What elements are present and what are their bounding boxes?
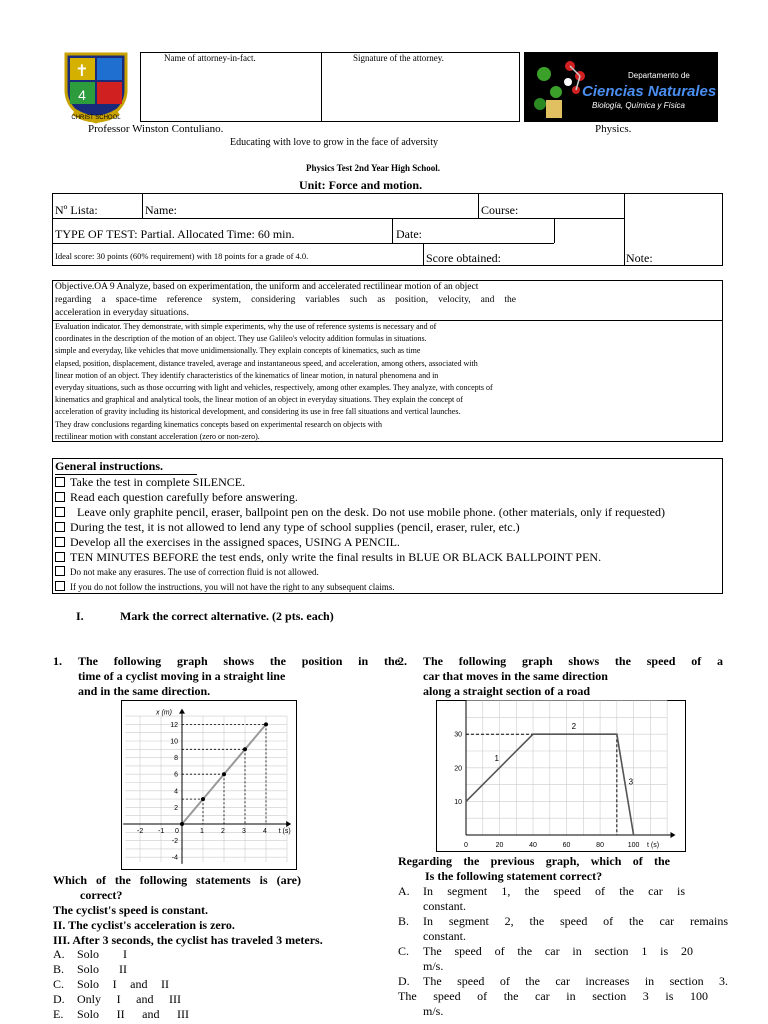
unit-title: Unit: Force and motion. xyxy=(299,178,423,192)
q1-statement: III. After 3 seconds, the cyclist has traveled 3 meters. xyxy=(53,933,323,947)
q2-prompt xyxy=(398,854,670,884)
indicator-line: They draw conclusions regarding kinematics concepts based on experimental research on objects with xyxy=(55,419,382,429)
option-text: In segment 2, the speed of the car remains xyxy=(423,914,728,928)
q1-y-axis-label: x (m) xyxy=(156,709,172,717)
q1-text-line: and in the same direction. xyxy=(78,684,211,698)
dept-logo-line3: Biología, Química y Física xyxy=(592,101,685,110)
q2-options xyxy=(398,884,728,1019)
info-hline-2 xyxy=(52,243,554,244)
date-label: Date: xyxy=(396,227,422,241)
q2-chart-svg xyxy=(436,700,686,852)
option-text: constant. xyxy=(423,899,466,913)
evaluation-indicator xyxy=(55,321,493,443)
instruction-text: Take the test in complete SILENCE. xyxy=(70,475,246,489)
q2-prompt-line: Regarding the previous graph, which of the xyxy=(398,854,670,868)
option-letter: D. xyxy=(398,974,410,988)
option-text: The speed of the car increases in section 3. xyxy=(423,974,728,988)
subject-name: Physics. xyxy=(595,123,632,135)
q2-text-line: along a straight section of a road xyxy=(423,684,591,698)
q2-x-axis-label: t (s) xyxy=(647,842,660,849)
q1-x-tick-label: 2 xyxy=(221,828,225,835)
checkbox-icon xyxy=(55,537,65,547)
indicator-line: kinematics and graphical and analytical tools, the linear motion of an object in everyday situations. They explain the concept of xyxy=(55,395,463,405)
info-vline-1 xyxy=(142,193,143,218)
q1-data-point xyxy=(201,797,205,801)
instruction-item xyxy=(55,565,665,580)
q1-y-tick-label: 10 xyxy=(170,738,178,746)
motto: Educating with love to grow in the face of adversity xyxy=(230,137,438,148)
option-text: m/s. xyxy=(423,1004,444,1018)
option-text: Only I and III xyxy=(77,992,182,1006)
instruction-text: Do not make any erasures. The use of correction fluid is not allowed. xyxy=(70,567,319,577)
ideal-score: Ideal score: 30 points (60% requirement) with 18 points for a grade of 4.0. xyxy=(55,251,309,261)
q2-segment-label: 2 xyxy=(571,722,577,732)
q2-segment-label: 3 xyxy=(628,777,634,787)
info-vline-4 xyxy=(392,218,393,243)
q1-y-tick-label: 2 xyxy=(174,804,178,812)
objective-line: acceleration in everyday situations. xyxy=(55,308,190,319)
section-title: Mark the correct alternative. (2 pts. each) xyxy=(120,609,334,623)
checkbox-icon xyxy=(55,477,65,487)
q2-y-tick-label: 10 xyxy=(454,798,462,806)
test-title: Physics Test 2nd Year High School. xyxy=(306,163,441,173)
instruction-text: TEN MINUTES BEFORE the test ends, only write the final results in BLUE OR BLACK BALLPOINT PEN. xyxy=(70,550,602,564)
name-label: Name: xyxy=(145,203,177,217)
instruction-text: Develop all the exercises in the assigned spaces, USING A PENCIL. xyxy=(70,535,400,549)
q2-text-line: The following graph shows the speed of a xyxy=(423,654,723,668)
q1-data-point xyxy=(180,822,184,826)
indicator-line: coordinates in the description of the motion of an object. They use Galileo's velocity addition formulas in situations. xyxy=(55,334,427,344)
checkbox-icon xyxy=(55,522,65,532)
note-label: Note: xyxy=(626,251,653,265)
q2-number: 2. xyxy=(398,654,407,668)
indicator-line: elapsed, position, displacement, distance traveled, average and instantaneous speed, and acceleration, among others, associated with xyxy=(55,358,478,368)
option-letter: E. xyxy=(53,1007,64,1021)
q1-y-tick-label: -4 xyxy=(171,854,178,862)
option-letter: A. xyxy=(398,884,410,898)
info-hline-1 xyxy=(52,218,624,219)
instruction-text: If you do not follow the instructions, you will not have the right to any subsequent claims. xyxy=(70,582,395,592)
instruction-text: Read each question carefully before answering. xyxy=(70,490,298,504)
checkbox-icon xyxy=(55,552,65,562)
option-text: Solo II and III xyxy=(77,1007,190,1021)
score-obtained-label: Score obtained: xyxy=(426,251,501,265)
q1-option-a[interactable] xyxy=(53,947,189,962)
q1-statement: The cyclist's speed is constant. xyxy=(53,903,209,917)
q1-prompt-line: Which of the following statements is (are) xyxy=(53,873,301,887)
q2-segment-label: 1 xyxy=(494,754,499,764)
indicator-line: everyday situations, such as those occurring with light and vehicles, respectively, among other examples. They analyze, with concepts of xyxy=(55,383,493,393)
option-text: Solo I and II xyxy=(77,977,170,991)
dept-logo-line2: Ciencias Naturales xyxy=(582,83,717,100)
dept-logo-line1: Departamento de xyxy=(628,71,690,80)
option-letter: C. xyxy=(53,977,65,991)
professor-name: Professor Winston Contuliano. xyxy=(88,123,224,135)
q2-option-c[interactable] xyxy=(398,944,728,974)
q1-y-tick-label: 4 xyxy=(174,788,178,796)
school-logo-text: CHRIST SCHOOL xyxy=(71,115,121,121)
q2-chart-frame xyxy=(437,701,686,852)
option-text: m/s. xyxy=(423,959,444,973)
instruction-item xyxy=(55,505,665,520)
objective-line: Objective.OA 9 Analyze, based on experimentation, the uniform and accelerated rectilinear motion of an object xyxy=(55,282,479,292)
instructions-title: General instructions. xyxy=(55,459,197,475)
q1-statement: II. The cyclist's acceleration is zero. xyxy=(53,918,235,932)
q2-option-a[interactable] xyxy=(398,884,728,914)
info-vline-5 xyxy=(554,218,555,243)
info-vline-2 xyxy=(478,193,479,218)
q1-option-d[interactable] xyxy=(53,992,189,1007)
q2-y-tick-label: 20 xyxy=(454,765,462,773)
info-vline-6 xyxy=(423,243,424,266)
q1-data-point xyxy=(222,772,226,776)
school-logo xyxy=(58,50,134,124)
attorney-name-label: Name of attorney-in-fact. xyxy=(164,53,256,63)
instruction-text: During the test, it is not allowed to lend any type of school supplies (pencil, eraser, ruler, etc.) xyxy=(70,520,520,534)
q2-x-tick-label: 20 xyxy=(495,842,504,849)
q1-text xyxy=(78,654,400,699)
q1-text-line: The following graph shows the position in the xyxy=(78,654,400,668)
q2-y-tick-label: 30 xyxy=(454,731,462,739)
attorney-divider xyxy=(321,52,322,122)
checkbox-icon xyxy=(55,507,65,517)
q1-text-line: time of a cyclist moving in a straight line xyxy=(78,669,286,683)
q1-option-e[interactable] xyxy=(53,1007,189,1022)
q1-chart-frame xyxy=(122,701,297,870)
option-text: Solo II xyxy=(77,962,127,976)
q2-prompt-line: Is the following statement correct? xyxy=(425,869,603,883)
q1-options xyxy=(53,947,189,1022)
objective-line: regarding a space-time reference system, considering variables such as position, velocity, and the xyxy=(55,295,516,306)
q2-x-tick-label: 0 xyxy=(464,842,468,849)
q1-position-chart xyxy=(121,700,297,870)
q2-text xyxy=(423,654,723,699)
q1-x-tick-label: 3 xyxy=(242,828,246,835)
q1-x-tick-label: 4 xyxy=(263,828,267,835)
q1-x-tick-label: -2 xyxy=(137,828,144,835)
q2-option-b[interactable] xyxy=(398,914,728,944)
q1-option-b[interactable] xyxy=(53,962,189,977)
indicator-line: Evaluation indicator. They demonstrate, with simple experiments, why the use of reference systems is necessary and of xyxy=(55,322,437,331)
option-text: In segment 1, the speed of the car is xyxy=(423,884,685,898)
q1-data-point xyxy=(264,722,268,726)
info-vline-3 xyxy=(624,193,625,266)
q1-y-tick-label: 12 xyxy=(170,721,178,729)
instruction-item xyxy=(55,550,665,565)
option-letter: C. xyxy=(398,944,410,958)
objective-text xyxy=(55,281,516,321)
checkbox-icon xyxy=(55,566,65,576)
q1-option-c[interactable] xyxy=(53,977,189,992)
q1-prompt-line: correct? xyxy=(80,888,123,902)
svg-text:4: 4 xyxy=(78,87,86,103)
q2-text-line: car that moves in the same direction xyxy=(423,669,608,683)
q1-chart-svg xyxy=(121,700,297,870)
option-letter: B. xyxy=(53,962,65,976)
q2-x-tick-label: 60 xyxy=(562,842,571,849)
q2-y-axis-label xyxy=(440,700,461,702)
q1-y-tick-label: 8 xyxy=(174,755,178,763)
q1-y-tick-label: -2 xyxy=(171,838,178,846)
section-number: I. xyxy=(76,609,84,623)
q1-x-tick-label: -1 xyxy=(158,828,165,835)
q2-x-tick-label: 40 xyxy=(529,842,537,849)
department-logo xyxy=(524,52,718,122)
option-letter: B. xyxy=(398,914,410,928)
option-letter: D. xyxy=(53,992,65,1006)
option-text: constant. xyxy=(423,929,466,943)
instruction-item xyxy=(55,535,665,550)
instruction-item xyxy=(55,520,665,535)
instructions-list xyxy=(55,475,665,595)
q2-x-tick-label: 80 xyxy=(596,842,604,849)
option-text: The speed of the car in section 3 is 100 xyxy=(398,989,708,1003)
checkbox-icon xyxy=(55,581,65,591)
q1-x-tick-label: 1 xyxy=(200,828,204,835)
q2-x-tick-label: 100 xyxy=(627,842,640,849)
instruction-item xyxy=(55,580,665,595)
indicator-line: acceleration of gravity including its historical development, and considering its use in free fall situations and vertical launches. xyxy=(55,407,461,417)
svg-text:✝: ✝ xyxy=(75,63,89,80)
q1-prompt xyxy=(53,873,323,948)
option-letter: A. xyxy=(53,947,65,961)
option-text: The speed of the car in section 1 is 20 xyxy=(423,944,693,958)
q1-x-tick-label: 0 xyxy=(175,828,179,835)
attorney-signature-label: Signature of the attorney. xyxy=(353,53,444,63)
indicator-line: simple and everyday, like vehicles that move unidimensionally. They explain concepts of kinematics, such as time xyxy=(55,346,421,356)
indicator-line: linear motion of an object. They identify characteristics of the kinematics of linear motion, in natural phenomena and in xyxy=(55,370,439,380)
q2-option-e[interactable] xyxy=(398,989,728,1019)
indicator-line: rectilinear motion with constant acceleration (zero or non-zero). xyxy=(55,431,260,441)
course-label: Course: xyxy=(481,203,519,217)
checkbox-icon xyxy=(55,492,65,502)
instruction-item xyxy=(55,475,665,490)
instruction-text: Leave only graphite pencil, eraser, ballpoint pen on the desk. Do not use mobile phone. (other materials, only if requested) xyxy=(77,505,666,519)
q1-x-axis-label: t (s) xyxy=(278,828,291,835)
list-number-label: Nº Lista: xyxy=(55,203,98,217)
q1-number: 1. xyxy=(53,654,62,668)
q2-option-d[interactable] xyxy=(398,974,728,989)
q2-speed-chart xyxy=(436,700,686,852)
option-text: Solo I xyxy=(77,947,127,961)
instruction-item xyxy=(55,490,665,505)
q1-y-tick-label: 6 xyxy=(174,771,178,779)
q1-data-point xyxy=(243,747,247,751)
test-type-label: TYPE OF TEST: Partial. Allocated Time: 60 min. xyxy=(55,227,295,241)
